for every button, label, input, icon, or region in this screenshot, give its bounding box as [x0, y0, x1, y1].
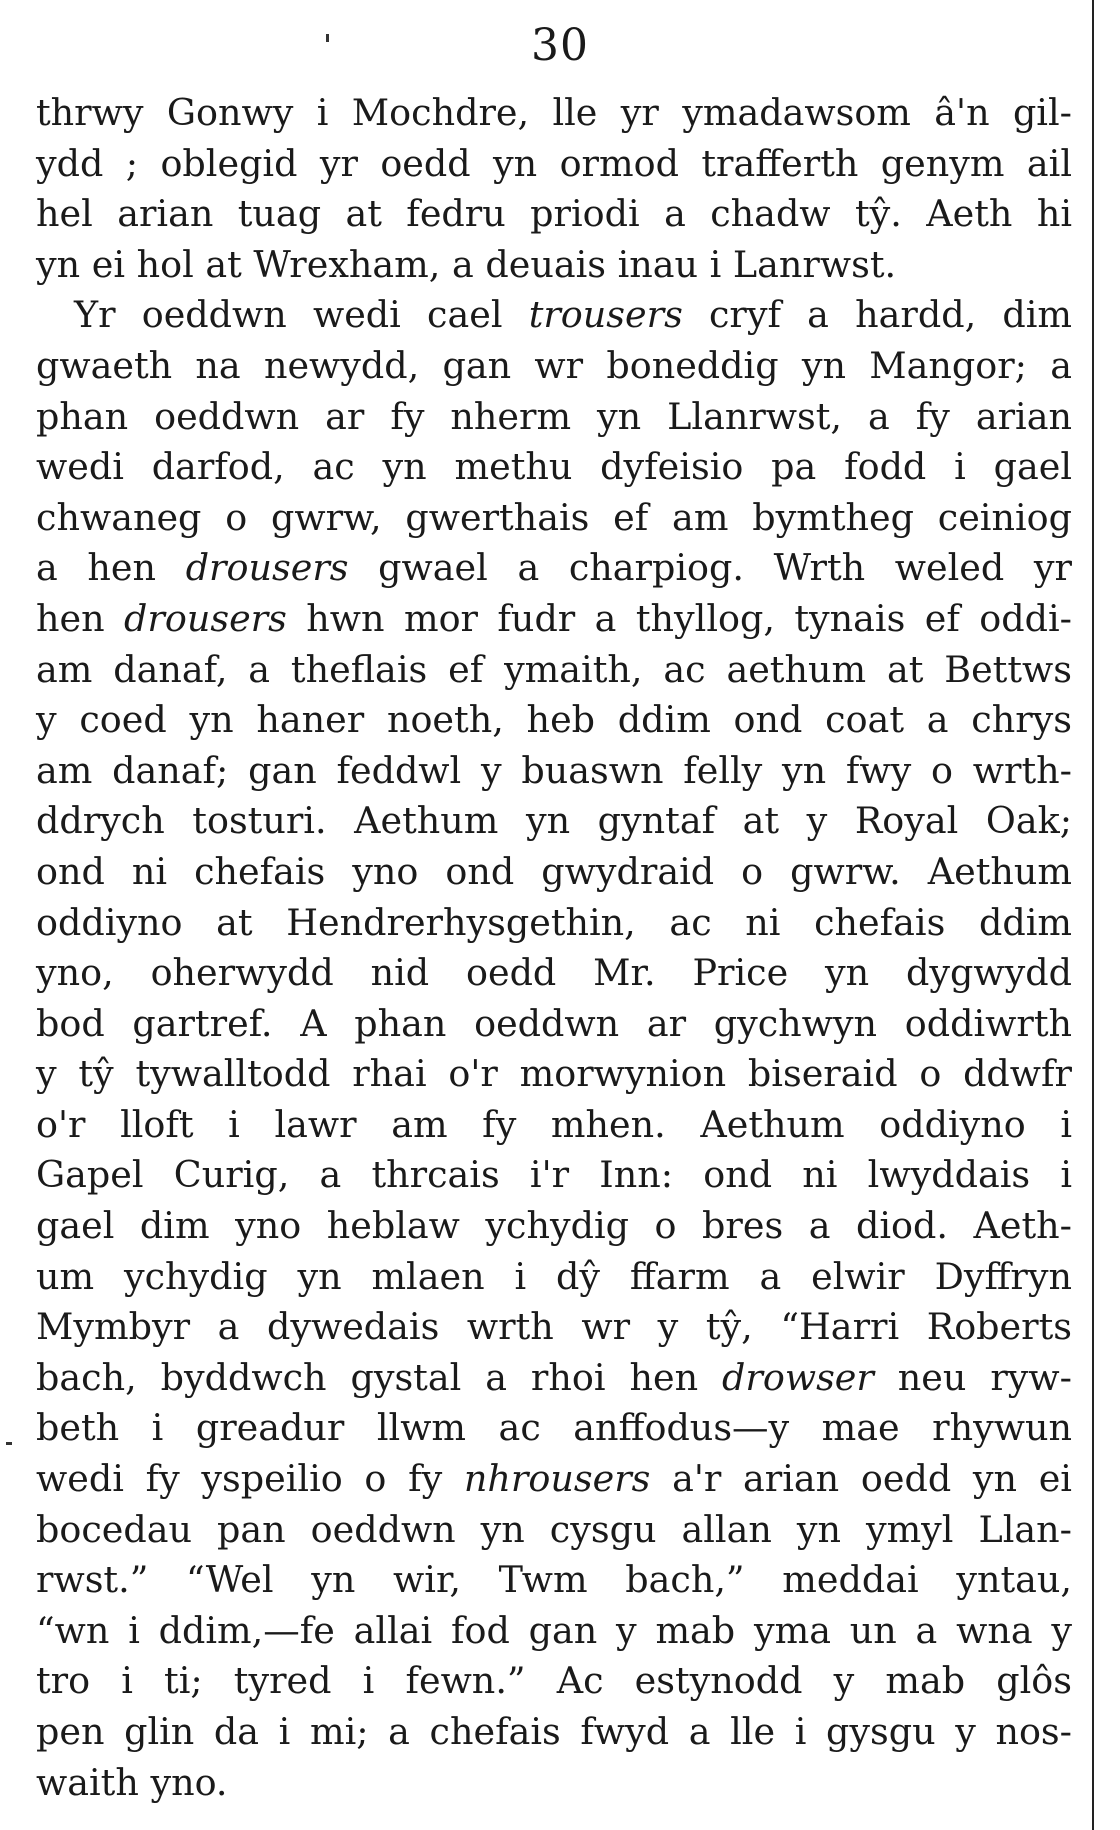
text-line	[36, 88, 1072, 139]
body-text	[36, 88, 1072, 1808]
text-line	[36, 695, 1072, 746]
text-segment: hwn mor fudr a thyllog, tynais ef oddi-	[286, 596, 1072, 640]
text-segment: a hen	[36, 546, 186, 590]
italic-word: drousers	[124, 596, 287, 640]
text-line	[36, 796, 1072, 847]
text-segment: y tŷ tywalltodd rhai o'r morwynion biseraid o ddwfr	[36, 1052, 1072, 1096]
text-segment: yno, oherwydd nid oedd Mr. Price yn dygwydd	[36, 951, 1072, 995]
text-segment: Mymbyr a dywedais wrth wr y tŷ, “Harri Roberts	[36, 1305, 1072, 1349]
text-segment: “wn i ddim,—fe allai fod gan y mab yma un a wna y	[36, 1608, 1072, 1652]
text-line	[36, 240, 1072, 291]
text-segment: phan oeddwn ar fy nherm yn Llanrwst, a fy arian	[36, 394, 1072, 438]
text-segment: gwael a charpiog. Wrth weled yr	[348, 546, 1072, 590]
text-line	[36, 189, 1072, 240]
text-segment: am danaf; gan feddwl y buaswn felly yn fwy o wrth-	[36, 748, 1072, 792]
text-segment: rwst.” “Wel yn wir, Twm bach,” meddai yntau,	[36, 1558, 1072, 1602]
text-line	[36, 1302, 1072, 1353]
text-segment: hel arian tuag at fedru priodi a chadw tŷ. Aeth hi	[36, 192, 1072, 236]
italic-word: drousers	[185, 546, 349, 590]
text-line	[36, 645, 1072, 696]
text-segment: bod gartref. A phan oeddwn ar gychwyn oddiwrth	[36, 1001, 1072, 1045]
text-segment: neu ryw-	[873, 1355, 1073, 1399]
text-segment: yn ei hol at Wrexham, a deuais inau i Lanrwst.	[36, 242, 897, 286]
text-line	[36, 392, 1072, 443]
text-line	[36, 999, 1072, 1050]
text-segment: y coed yn haner noeth, heb ddim ond coat a chrys	[36, 698, 1072, 742]
text-line	[36, 898, 1072, 949]
text-segment: waith yno.	[36, 1760, 228, 1804]
text-line	[36, 746, 1072, 797]
text-segment: thrwy Gonwy i Mochdre, lle yr ymadawsom â'n gil-	[36, 91, 1072, 134]
text-line	[36, 1403, 1072, 1454]
text-line	[36, 847, 1072, 898]
text-segment: Gapel Curig, a thrcais i'r Inn: ond ni lwyddais i	[36, 1153, 1072, 1197]
ink-speck	[6, 1442, 12, 1445]
text-segment: beth i greadur llwm ac anffodus—y mae rhywun	[36, 1406, 1072, 1450]
text-segment: a'r arian oedd yn ei	[650, 1457, 1072, 1501]
text-line	[36, 948, 1072, 999]
text-segment: pen glin da i mi; a chefais fwyd a lle i gysgu y nos-	[36, 1710, 1072, 1753]
text-line	[36, 1454, 1072, 1505]
text-line	[36, 594, 1072, 645]
text-segment: ydd ; oblegid yr oedd yn ormod trafferth genym ail	[36, 141, 1072, 185]
text-segment: am danaf, a theflais ef ymaith, ac aethum at Bettws	[36, 647, 1072, 691]
italic-word: trousers	[528, 293, 683, 337]
text-segment: cryf a hardd, dim	[682, 293, 1072, 337]
italic-word: drowser	[722, 1355, 874, 1399]
italic-word: nhrousers	[463, 1457, 651, 1501]
text-segment: chwaneg o gwrw, gwerthais ef am bymtheg ceiniog	[36, 495, 1072, 539]
text-line	[36, 543, 1072, 594]
text-line	[36, 1252, 1072, 1303]
text-line	[36, 290, 1072, 341]
text-segment: um ychydig yn mlaen i dŷ ffarm a elwir Dyffryn	[36, 1254, 1072, 1298]
text-segment: gwaeth na newydd, gan wr boneddig yn Mangor; a	[36, 343, 1072, 387]
text-line	[36, 1201, 1072, 1252]
page-edge-rule	[1092, 0, 1094, 1830]
text-line	[36, 1555, 1072, 1606]
text-line	[36, 1505, 1072, 1556]
text-line	[36, 1353, 1072, 1404]
text-line	[36, 1150, 1072, 1201]
text-segment: Yr oeddwn wedi cael	[74, 293, 529, 337]
text-segment: hen	[36, 596, 125, 640]
text-line	[36, 1656, 1072, 1707]
text-line	[36, 1049, 1072, 1100]
text-segment: ddrych tosturi. Aethum yn gyntaf at y Royal Oak;	[36, 799, 1072, 843]
page-number: 30	[531, 20, 589, 71]
text-line	[36, 1758, 1072, 1809]
text-segment: wedi fy yspeilio o fy	[36, 1457, 464, 1501]
text-line	[36, 1606, 1072, 1657]
text-line	[36, 139, 1072, 190]
text-line	[36, 341, 1072, 392]
text-segment: bocedau pan oeddwn yn cysgu allan yn ymyl Llan-	[36, 1507, 1072, 1551]
text-line	[36, 493, 1072, 544]
text-line	[36, 1707, 1072, 1758]
text-segment: wedi darfod, ac yn methu dyfeisio pa fodd i gael	[36, 445, 1072, 489]
text-segment: gael dim yno heblaw ychydig o bres a diod. Aeth-	[36, 1204, 1072, 1248]
text-segment: bach, byddwch gystal a rhoi hen	[36, 1355, 723, 1399]
text-segment: tro i ti; tyred i fewn.” Ac estynodd y mab glôs	[36, 1659, 1072, 1703]
text-line	[36, 1100, 1072, 1151]
text-segment: o'r lloft i lawr am fy mhen. Aethum oddiyno i	[36, 1102, 1072, 1146]
text-segment: ond ni chefais yno ond gwydraid o gwrw. Aethum	[36, 849, 1072, 893]
text-line	[36, 442, 1072, 493]
text-segment: oddiyno at Hendrerhysgethin, ac ni chefais ddim	[36, 900, 1072, 944]
